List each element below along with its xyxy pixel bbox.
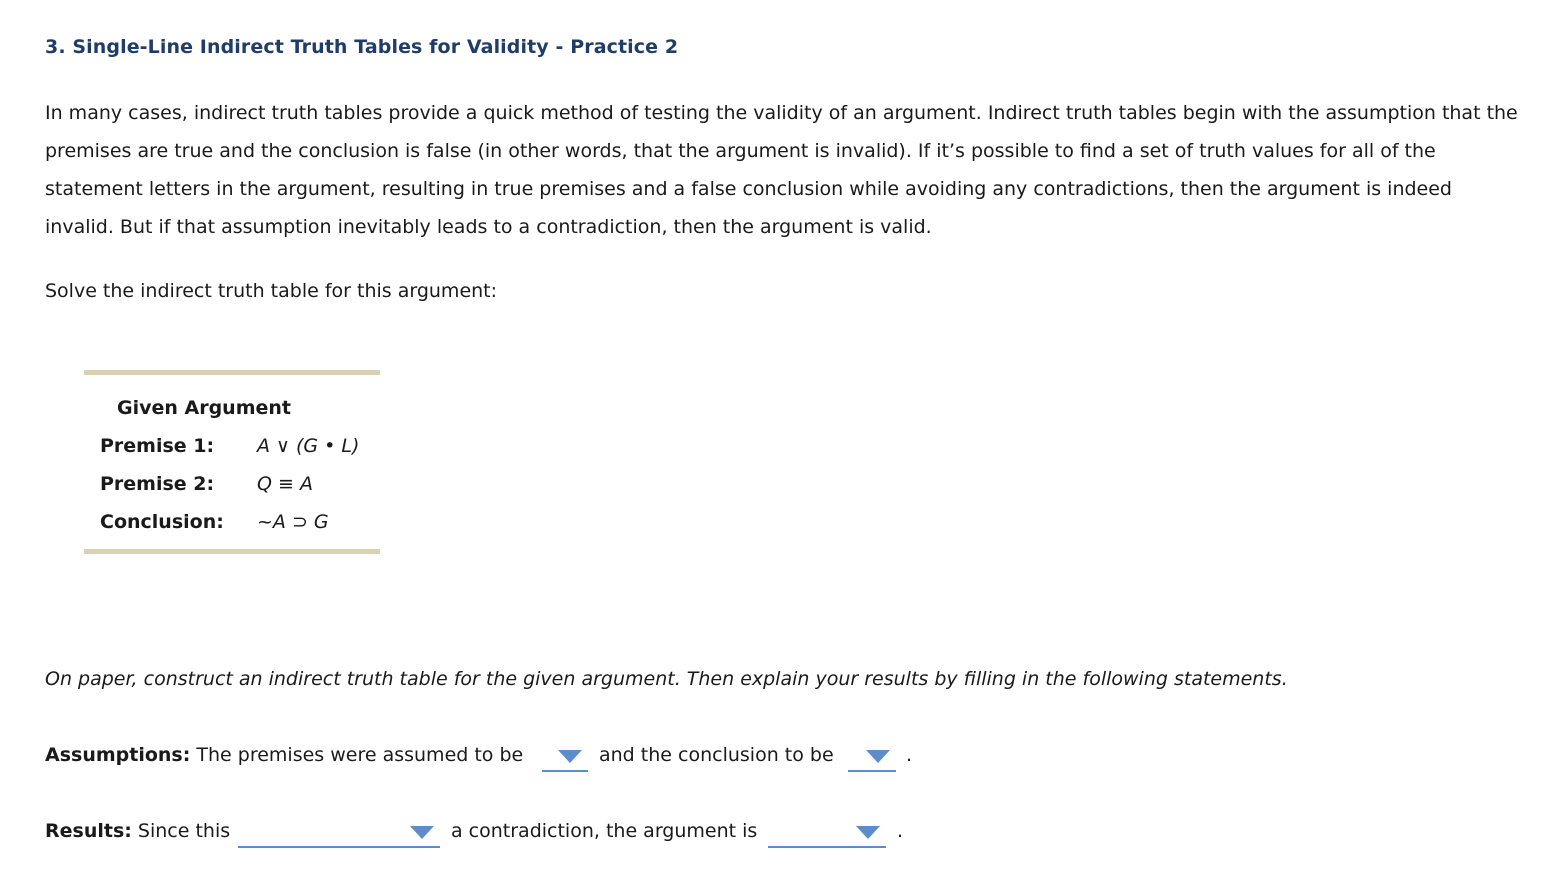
conclusion-truth-dropdown[interactable]	[848, 744, 896, 772]
premise-1-label: Premise 1:	[100, 435, 215, 457]
chevron-down-icon	[866, 750, 890, 763]
given-argument-table	[84, 370, 380, 554]
results-period: .	[897, 820, 904, 842]
page-title: 3. Single-Line Indirect Truth Tables for Validity - Practice 2	[45, 36, 679, 58]
assumptions-text-2: and the conclusion to be	[599, 744, 834, 766]
chevron-down-icon	[410, 826, 434, 839]
results-text-2: a contradiction, the argument is	[451, 820, 758, 842]
assumptions-period: .	[906, 744, 913, 766]
results-label: Results:	[45, 820, 132, 842]
assumptions-label: Assumptions:	[45, 744, 191, 766]
conclusion-expression: ~A ⊃ G	[257, 511, 329, 533]
assumptions-text-1: The premises were assumed to be	[196, 744, 524, 766]
instruction-text: Solve the indirect truth table for this argument:	[45, 280, 498, 302]
chevron-down-icon	[856, 826, 880, 839]
results-text-1: Since this	[137, 820, 231, 842]
premise-1-expression: A ∨ (G • L)	[257, 435, 360, 457]
chevron-down-icon	[558, 750, 582, 763]
premises-truth-dropdown[interactable]	[542, 744, 588, 772]
intro-paragraph: In many cases, indirect truth tables provide a quick method of testing the validity of an argument. Indirect truth tables begin with the assumption that the premises are true and the conclusion is false (in other words, that the argument is invalid). If it’s possible to find a set of truth values for all of the statement letters in the argument, resulting in true premises and a false conclusion while avoiding any contradictions, then the argument is indeed invalid. But if that assumption inevitably leads to a contradiction, then the argument is valid.	[45, 102, 1518, 238]
given-argument-heading: Given Argument	[116, 397, 291, 419]
conclusion-label: Conclusion:	[100, 511, 224, 533]
contradiction-dropdown[interactable]	[238, 820, 440, 848]
on-paper-instruction: On paper, construct an indirect truth table for the given argument. Then explain your results by filling in the following statements.	[45, 668, 1288, 690]
premise-2-expression: Q ≡ A	[257, 473, 313, 495]
validity-dropdown[interactable]	[768, 820, 886, 848]
premise-2-label: Premise 2:	[100, 473, 215, 495]
